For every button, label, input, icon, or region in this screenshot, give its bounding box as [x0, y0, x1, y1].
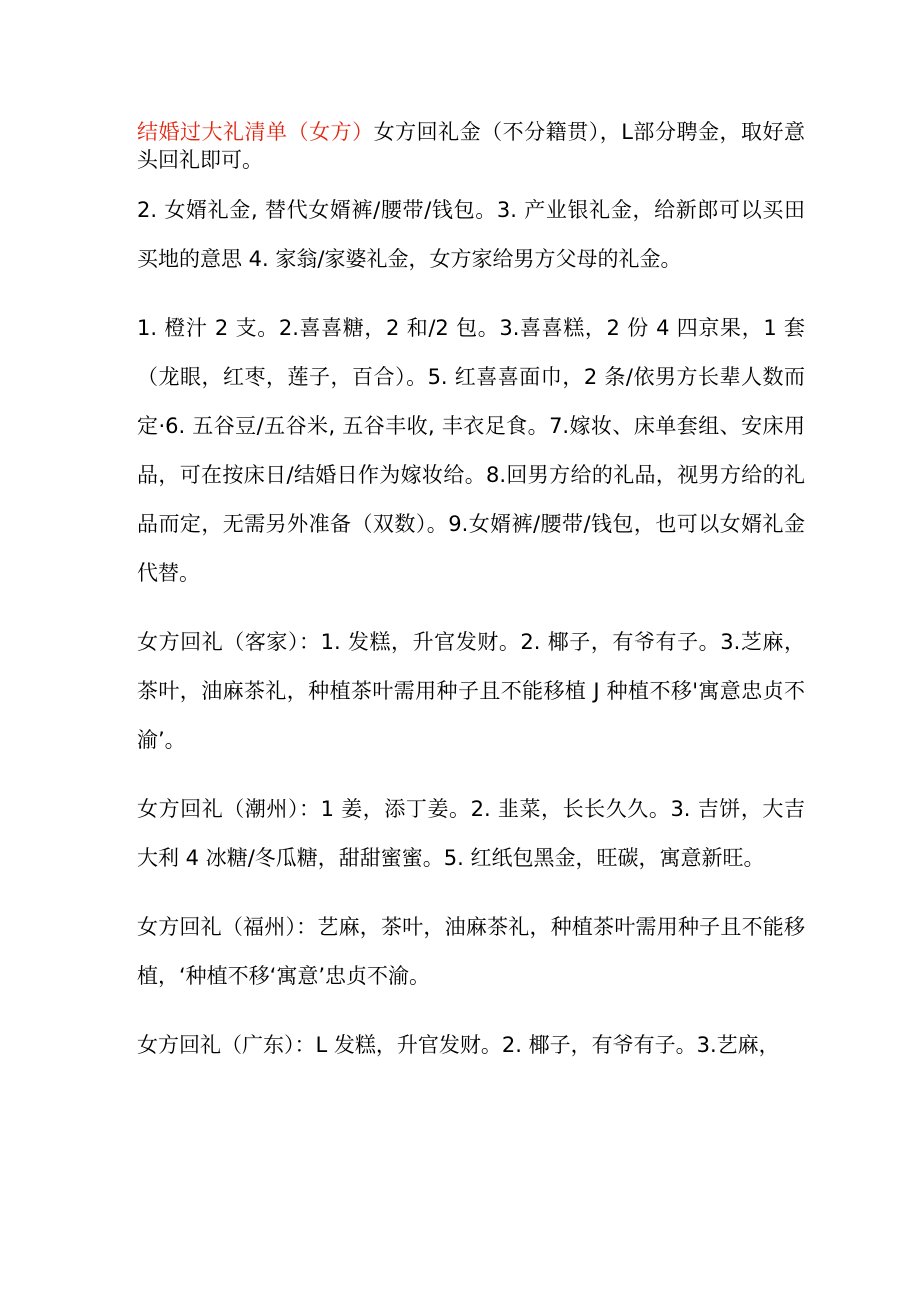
document-page	[137, 118, 805, 1070]
paragraph-2: 2. 女婿礼金, 替代女婿裤/腰带/钱包。3. 产业银礼金，给新郎可以买田买地的意思 4. 家翁/家婆礼金，女方家给男方父母的礼金。	[137, 198, 805, 271]
intro-text: 女方回礼金（不分籍贯），L部分聘金，取好意头回礼即可。	[137, 120, 805, 172]
intro-paragraph	[137, 118, 805, 174]
paragraph-hakka: 女方回礼（客家）：1. 发糕，升官发财。2. 椰子，有爷有子。3.芝麻，茶叶，油麻茶礼，种植茶叶需用种子且不能移植 J 种植不移'寓意忠贞不渝’。	[137, 630, 805, 752]
document-title: 结婚过大礼清单（女方）	[137, 120, 374, 144]
paragraph-fuzhou: 女方回礼（福州）：艺麻，茶叶，油麻茶礼，种植茶叶需用种子且不能移植，‘种植不移‘寓意’忠贞不渝。	[137, 915, 805, 988]
paragraph-chaozhou: 女方回礼（潮州）：1 姜，添丁姜。2. 韭菜，长长久久。3. 吉饼，大吉大利 4 冰糖/冬瓜糖，甜甜蜜蜜。5. 红纸包黑金，旺碳，寓意新旺。	[137, 797, 805, 870]
paragraph-3: 1. 橙汁 2 支。2.喜喜糖，2 和/2 包。3.喜喜糕，2 份 4 四京果，1 套（龙眼，红枣，莲子，百合）。5. 红喜喜面巾，2 条/依男方长辈人数而定·6. 五谷豆/五谷米, 五谷丰收, 丰衣足食。7.嫁妆、床单套组、安床用品，可在按床日/结婚日作为嫁妆给。8.回男方给的礼品，视男方给的礼品而定，无需另外准备（双数）。9.女婿裤/腰带/钱包，也可以女婿礼金代替。	[137, 316, 805, 585]
paragraph-guangdong: 女方回礼（广东）：L 发糕，升官发财。2. 椰子，有爷有子。3.艺麻，	[137, 1033, 780, 1057]
